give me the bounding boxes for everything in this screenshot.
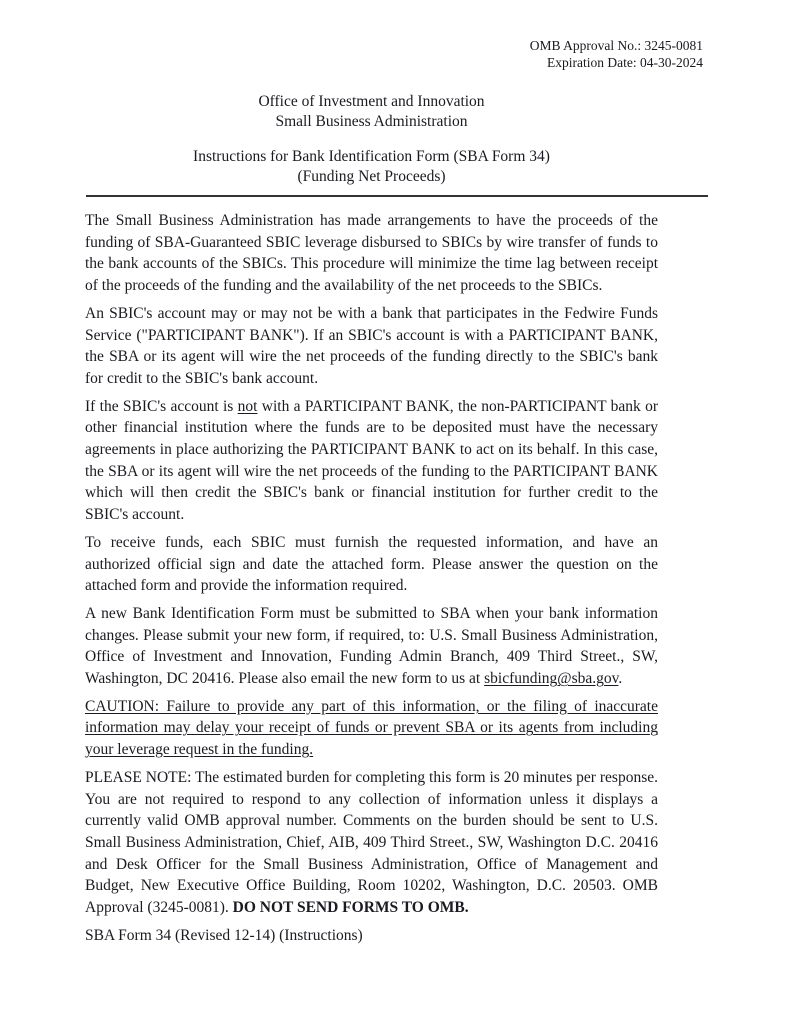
paragraph-participant-bank: An SBIC's account may or may not be with a bank that participates in the Fedwire Funds Service ("PARTICIPANT BANK"). If an SBIC's account is with a PARTICIPANT BANK, the SBA or its agent will wire the net proceeds of the funding directly to the SBIC's bank for credit to the SBIC's bank account. xyxy=(85,304,658,387)
do-not-send-notice: DO NOT SEND FORMS TO OMB. xyxy=(232,899,469,917)
omb-expiration-date: Expiration Date: 04-30-2024 xyxy=(547,54,703,70)
paragraph-please-note xyxy=(85,767,658,919)
paragraph-non-participant-bank xyxy=(85,396,658,526)
paragraph-new-form-submission xyxy=(85,603,658,690)
paragraph-text: . xyxy=(618,670,623,688)
caution-text: CAUTION: Failure to provide any part of this information, or the filing of inaccurate information may delay your receipt of funds or prevent SBA or its agents from including your leverage request in the funding. xyxy=(85,697,658,759)
horizontal-divider xyxy=(86,195,708,197)
paragraph-text: with a PARTICIPANT BANK, the non-PARTICIPANT bank or other financial institution where the funds are to be deposited must have the necessary agreements in place authorizing the PARTICIPANT BANK to act on its behalf. In this case, the SBA or its agent will wire the net proceeds of the funding to the PARTICIPANT BANK which will then credit the SBIC's bank or financial institution for further credit to the SBIC's account. xyxy=(85,397,658,524)
omb-approval-block xyxy=(530,38,703,71)
paragraph-receive-funds: To receive funds, each SBIC must furnish the requested information, and have an authorized official sign and date the attached form. Please answer the question on the attached form and provide the information required. xyxy=(85,533,658,595)
paragraph-text: A new Bank Identification Form must be submitted to SBA when your bank information changes. Please submit your new form, if required, to: U.S. Small Business Administration, Office of Investment and Innovation, Funding Admin Branch, 409 Third Street., SW, Washington, DC 20416. Please also email the new form to us at xyxy=(85,604,658,688)
instructions-body xyxy=(85,210,658,947)
paragraph-text: If the SBIC's account is xyxy=(85,397,238,415)
omb-approval-number: OMB Approval No.: 3245-0081 xyxy=(529,38,703,53)
underlined-word-not: not xyxy=(237,397,258,415)
paragraph-text: PLEASE NOTE: The estimated burden for completing this form is 20 minutes per response. You are not required to respond to any collection of information unless it displays a currently valid OMB approval number. Comments on the burden should be sent to U.S. Small Business Administration, Chief, AIB, 409 Third Street., SW, Washington D.C. 20416 and Desk Officer for the Small Business Administration, Office of Management and Budget, New Executive Office Building, Room 10202, Washington, D.C. 20503. OMB Approval (3245-0081). xyxy=(85,768,658,917)
title-line-2: (Funding Net Proceeds) xyxy=(297,168,446,185)
document-title xyxy=(85,147,658,187)
email-link[interactable]: sbicfunding@sba.gov xyxy=(484,670,619,688)
paragraph-wire-transfer: The Small Business Administration has made arrangements to have the proceeds of the funding of SBA-Guaranteed SBIC leverage disbursed to SBICs by wire transfer of funds to the bank accounts of the SBICs. This procedure will minimize the time lag between receipt of the proceeds of the funding and the availability of the net proceeds to the SBICs. xyxy=(85,212,658,295)
agency-name: Small Business Administration xyxy=(275,113,468,130)
office-name: Office of Investment and Innovation xyxy=(258,93,485,110)
title-line-1: Instructions for Bank Identification Form (SBA Form 34) xyxy=(193,148,550,165)
form-number-footer: SBA Form 34 (Revised 12-14) (Instructions) xyxy=(85,926,363,944)
paragraph-caution xyxy=(85,696,658,761)
